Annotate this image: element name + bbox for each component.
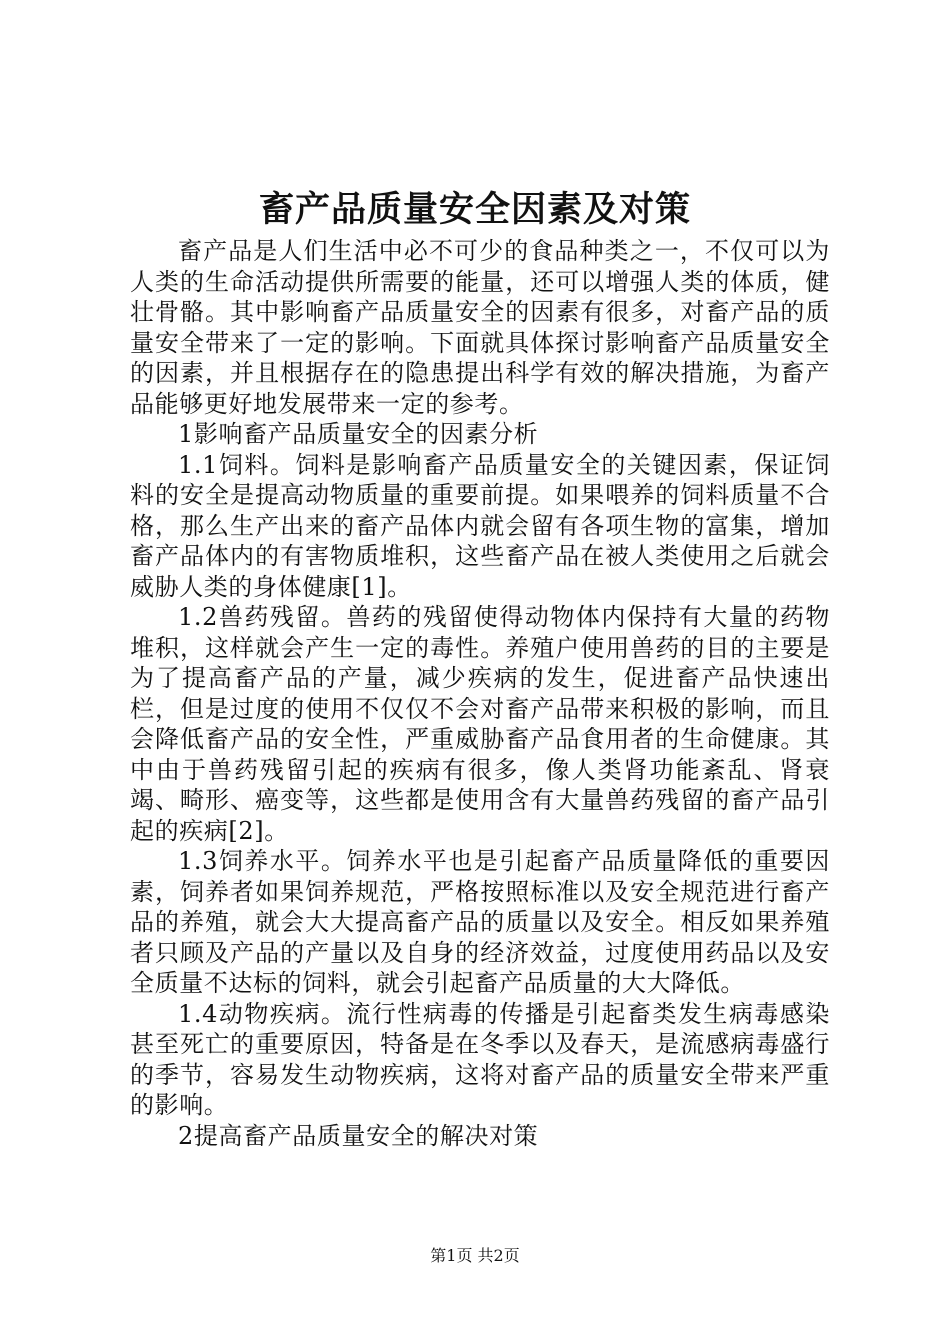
section-heading-2: 2提高畜产品质量安全的解决对策 (178, 1121, 539, 1150)
paragraph-1-1: 1.1饲料。饲料是影响畜产品质量安全的关键因素，保证饲料的安全是提高动物质量的重要前提。如果喂养的饲料质量不合格，那么生产出来的畜产品体内就会留有各项生物的富集，增加畜产品体内的有害物质堆积，这些畜产品在被人类使用之后就会威胁人类的身体健康[1]。 (130, 450, 830, 601)
page-number-footer: 第1页 共2页 (430, 1246, 520, 1265)
paragraph-intro: 畜产品是人们生活中必不可少的食品种类之一，不仅可以为人类的生命活动提供所需要的能量，还可以增强人类的体质，健壮骨骼。其中影响畜产品质量安全的因素有很多，对畜产品的质量安全带来了一定的影响。下面就具体探讨影响畜产品质量安全的因素，并且根据存在的隐患提出科学有效的解决措施，为畜产品能够更好地发展带来一定的参考。 (130, 237, 830, 418)
document-title: 畜产品质量安全因素及对策 (258, 189, 691, 230)
paragraph-1-3: 1.3饲养水平。饲养水平也是引起畜产品质量降低的重要因素，饲养者如果饲养规范，严格按照标准以及安全规范进行畜产品的养殖，就会大大提高畜产品的质量以及安全。相反如果养殖者只顾及产品的产量以及自身的经济效益，过度使用药品以及安全质量不达标的饲料，就会引起畜产品质量的大大降低。 (130, 847, 830, 997)
paragraph-1-2: 1.2兽药残留。兽药的残留使得动物体内保持有大量的药物堆积，这样就会产生一定的毒性。养殖户使用兽药的目的主要是为了提高畜产品的产量，减少疾病的发生，促进畜产品快速出栏，但是过度的使用不仅仅不会对畜产品带来积极的影响，而且会降低畜产品的安全性，严重威胁畜产品食用者的生命健康。其中由于兽药残留引起的疾病有很多，像人类肾功能紊乱、肾衰竭、畸形、癌变等，这些都是使用含有大量兽药残留的畜产品引起的疾病[2]。 (130, 603, 830, 845)
section-heading-1: 1影响畜产品质量安全的因素分析 (178, 420, 539, 448)
document-body (130, 236, 830, 1151)
paragraph-1-4: 1.4动物疾病。流行性病毒的传播是引起畜类发生病毒感染甚至死亡的重要原因，特备是在冬季以及春天，是流感病毒盛行的季节，容易发生动物疾病，这将对畜产品的质量安全带来严重的影响。 (130, 999, 830, 1119)
